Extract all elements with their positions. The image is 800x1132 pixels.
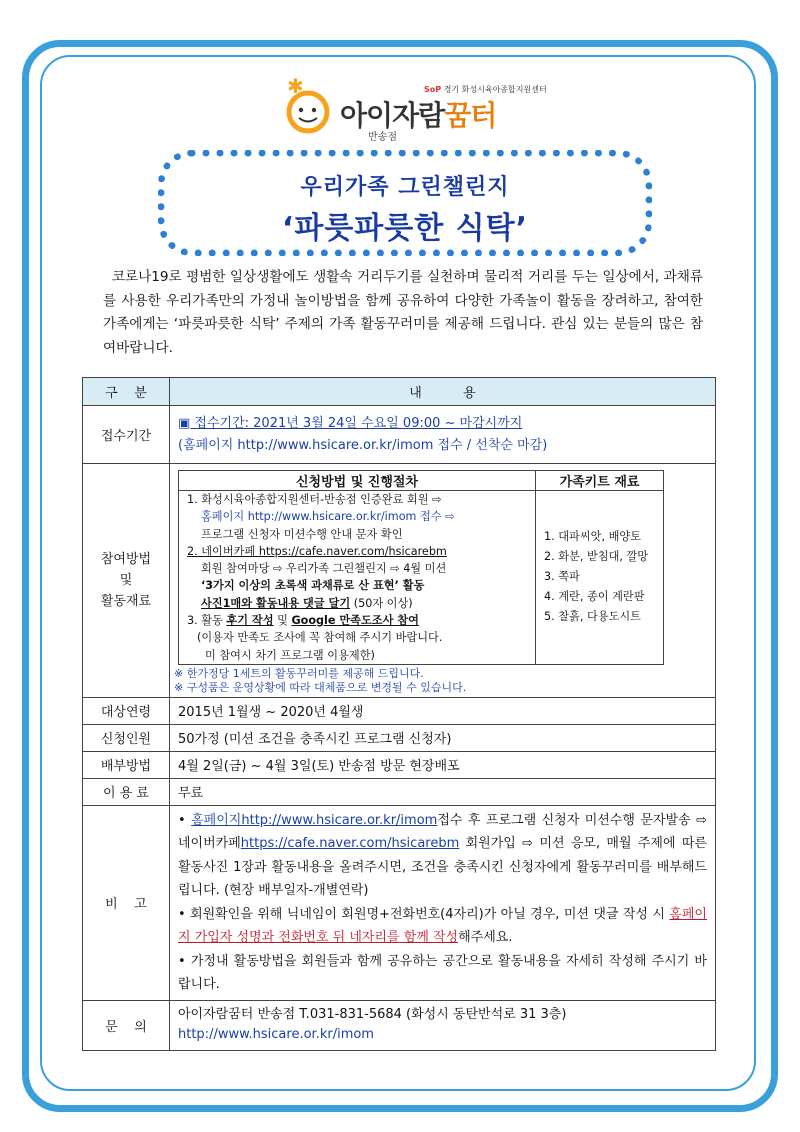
reception-label: 접수기간: [83, 406, 170, 464]
kit-list: 1. 대파씨앗, 배양토 2. 화분, 받침대, 깔망 3. 쪽파 4. 계란, 종이 계란판 5. 찰흙, 다용도시트: [536, 491, 664, 665]
method-body-row: [179, 491, 664, 665]
row-contact: [83, 1000, 716, 1050]
logo-center: SoP 경기 화성시육아종합지원센터: [424, 85, 547, 94]
logo: [284, 74, 547, 143]
fee-value: 무료: [170, 778, 716, 805]
intro-paragraph: 코로나19로 평범한 일상생활에도 생활속 거리두기를 실천하며 물리적 거리를 두는 일상에서, 과채류를 사용한 우리가족만의 가정내 놀이방법을 함께 공유하여 다양한 가족놀이 활동을 장려하고, 참여한 가족에게는 ‘파릇파릇한 식탁’ 주제의 가족 활동꾸러미를 제공해 드립니다. 관심 있는 분들의 많은 참여바랍니다.: [103, 269, 708, 356]
row-fee: [83, 778, 716, 805]
row-participation: [83, 464, 716, 698]
kit-notes: ※ 한가정당 1세트의 활동꾸러미를 제공해 드립니다. ※ 구성품은 운영상황에 따라 대체품으로 변경될 수 있습니다.: [174, 666, 467, 694]
reception-homepage: (홈페이지 http://www.hsicare.or.kr/imom 접수 / 선착순 마감): [178, 437, 548, 453]
age-value: 2015년 1월생 ~ 2020년 4월생: [170, 697, 716, 724]
child-face-icon: [284, 88, 336, 134]
row-delivery: [83, 751, 716, 778]
method-header-row: [179, 471, 664, 491]
header-label: 구 분: [83, 378, 170, 406]
remark-1: • 홈페이지http://www.hsicare.or.kr/imom접수 후 프로그램 신청자 미션수행 문자발송 ⇨ 네이버카페https://cafe.naver.com/hsicarebm 회원가입 ⇨ 미션 응모, 매월 주제에 따른 활동사진 1장과 활동내용을 올려주시면, 조건을 충족시킨 신청자에게 활동꾸러미를 배부해드립니다. (현장 배부일자-개별연락): [178, 812, 707, 899]
method-header: 신청방법 및 진행절차: [179, 471, 536, 491]
participation-label: 참여방법 및 활동재료: [83, 464, 170, 698]
contact-url[interactable]: http://www.hsicare.or.kr/imom: [178, 1027, 374, 1043]
row-age: [83, 697, 716, 724]
row-reception: [83, 406, 716, 464]
title-line1: 우리가족 그린챌린지: [300, 175, 510, 200]
remark-2: • 회원확인을 위해 닉네임이 회원명+전화번호(4자리)가 아닐 경우, 미션 댓글 작성 시 홈페이지 가입자 성명과 전화번호 뒤 네자리를 함께 작성해주세요.: [178, 906, 707, 946]
delivery-label: 배부방법: [83, 751, 170, 778]
participation-content: [170, 464, 716, 698]
title-line2: ‘파릇파릇한 식탁’: [281, 211, 529, 246]
remarks-content: [170, 805, 716, 1000]
delivery-value: 4월 2일(금) ~ 4월 3일(토) 반송점 방문 현장배포: [170, 751, 716, 778]
logo-name: 아이자람꿈터: [340, 99, 497, 132]
capacity-label: 신청인원: [83, 724, 170, 751]
contact-content: [170, 1000, 716, 1050]
fee-label: 이 용 료: [83, 778, 170, 805]
table-header-row: [83, 378, 716, 406]
reception-period: ▣ 접수기간: 2021년 3월 24일 수요일 09:00 ~ 마감시까지: [178, 415, 523, 431]
method-steps: 1. 화성시육아종합지원센터-반송점 인증완료 회원 ⇨ 홈페이지 http://www.hsicare.or.kr/imom 접수 ⇨ 프로그램 신청자 미션수행 안내 문자 확인 2. 네이버카페 https://cafe.naver.com/hsicarebm 회원 참여마당 ⇨ 우리가족 그린챌린지 ⇨ 4월 미션 ‘3가지 이상의 초록색 과채류로 산 표현’ 활동 사진1매와 활동내용 댓글 달기 (50자 이상) 3. 활동 후기 작성 및 Google 만족도조사 참여 (이용자 만족도 조사에 꼭 참여해 주시기 바랍니다. 미 참여시 차기 프로그램 이용제한): [179, 491, 536, 665]
info-table: [82, 377, 716, 1051]
header-content: 내 용: [170, 378, 716, 406]
contact-line: 아이자람꿈터 반송점 T.031-831-5684 (화성시 동탄반석로 31 3층): [178, 1007, 567, 1023]
star-icon: ✱: [287, 74, 304, 98]
row-capacity: [83, 724, 716, 751]
kit-header: 가족키트 재료: [536, 471, 664, 491]
reception-content: [170, 406, 716, 464]
row-remarks: [83, 805, 716, 1000]
title-box: [158, 150, 652, 256]
age-label: 대상연령: [83, 697, 170, 724]
remarks-label: 비 고: [83, 805, 170, 1000]
logo-branch: 반송점: [368, 132, 397, 143]
capacity-value: 50가정 (미션 조건을 충족시킨 프로그램 신청자): [170, 724, 716, 751]
method-table: [178, 470, 664, 665]
remark-3: • 가정내 활동방법을 회원들과 함께 공유하는 공간으로 활동내용을 자세히 작성해 주시기 바랍니다.: [178, 953, 707, 993]
contact-label: 문 의: [83, 1000, 170, 1050]
